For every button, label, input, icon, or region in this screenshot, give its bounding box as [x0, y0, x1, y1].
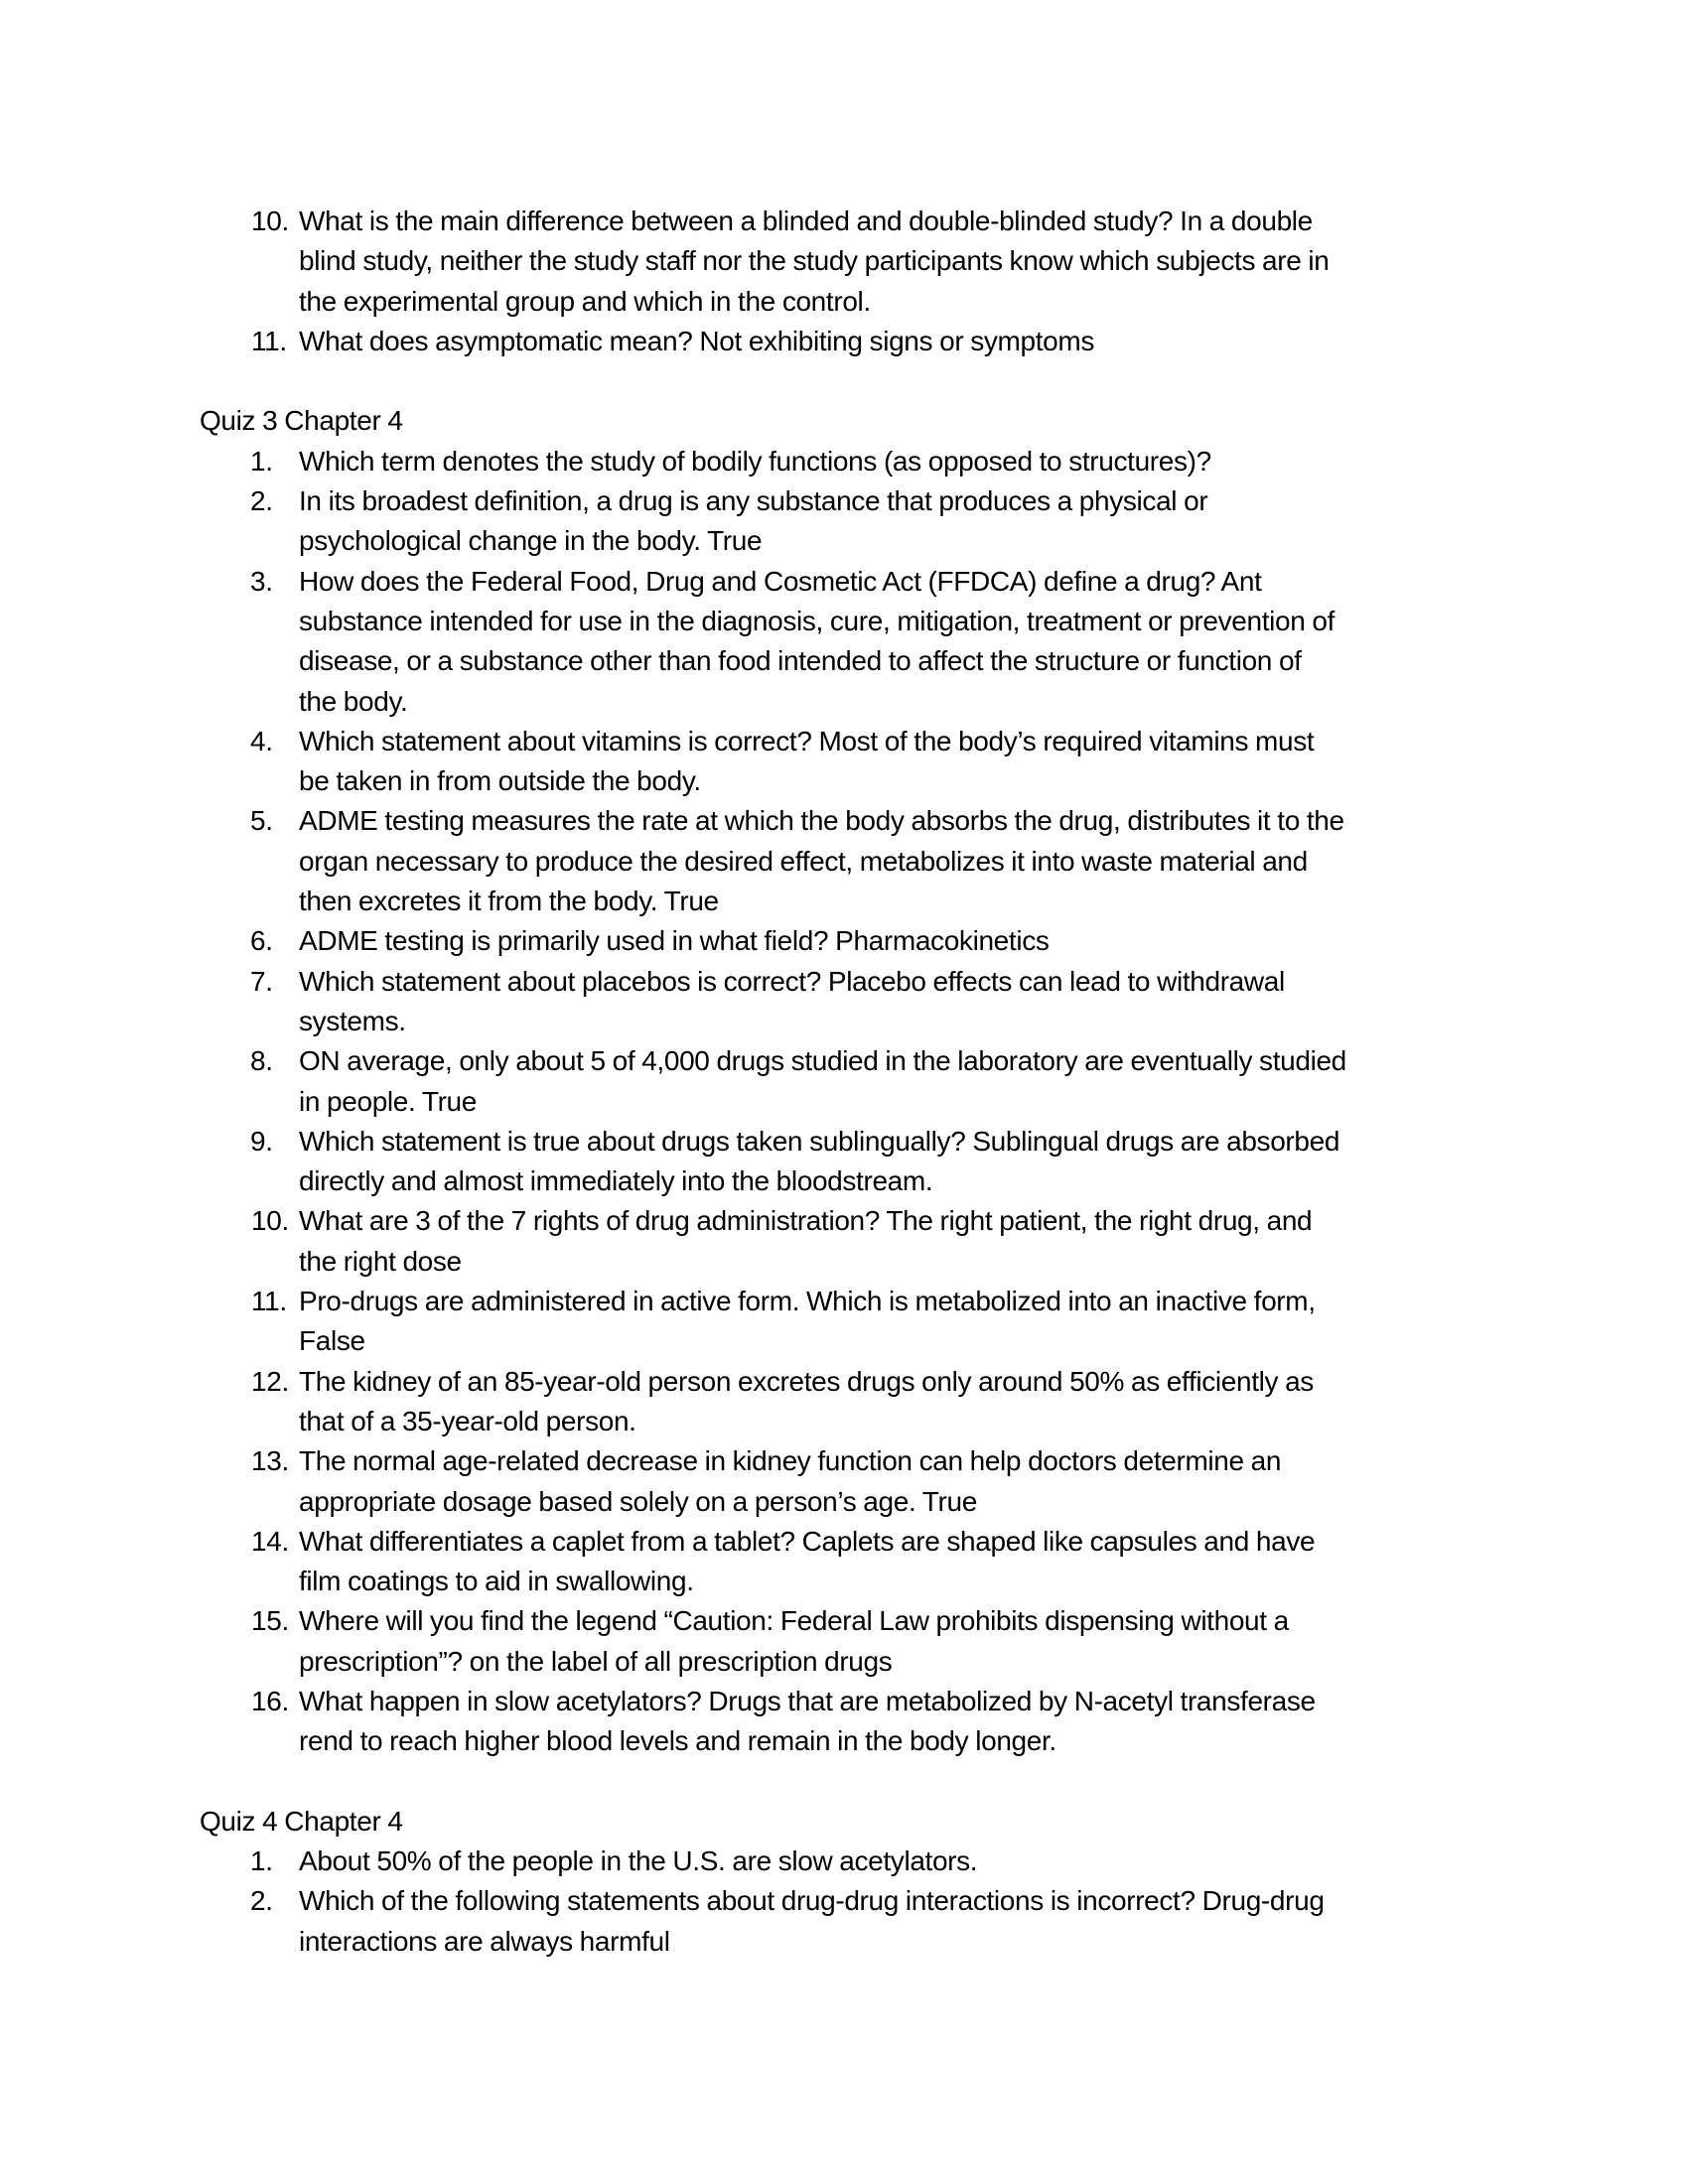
text-line: What are 3 of the 7 rights of drug administration? The right patient, the right drug, and	[299, 1205, 1313, 1237]
text-line: prescription”? on the label of all prescription drugs	[299, 1645, 893, 1677]
list-item	[200, 1362, 1510, 1442]
text-line: the experimental group and which in the control.	[299, 285, 871, 317]
list-item	[200, 1122, 1510, 1202]
item-number: 2.	[250, 485, 273, 517]
text-line: ADME testing is primarily used in what field? Pharmacokinetics	[299, 925, 1050, 957]
list-item	[200, 202, 1510, 322]
text-line: blind study, neither the study staff nor the study participants know which subjects are in	[299, 245, 1330, 277]
section-quiz-3	[200, 401, 1510, 1761]
list-item	[200, 1041, 1510, 1122]
list-item	[200, 962, 1510, 1042]
item-number: 3.	[250, 565, 273, 597]
item-number: 10.	[251, 205, 289, 236]
item-text	[200, 1441, 1510, 1522]
blank-line	[200, 1762, 1510, 1802]
text-line: appropriate dosage based solely on a person’s age. True	[299, 1485, 977, 1517]
text-line: False	[299, 1325, 365, 1357]
item-number: 16.	[251, 1685, 289, 1716]
list-item	[200, 1201, 1510, 1282]
list-item	[200, 1522, 1510, 1602]
text-line: ADME testing measures the rate at which the body absorbs the drug, distributes it to the	[299, 805, 1344, 837]
item-number: 2.	[250, 1885, 273, 1917]
item-text	[200, 322, 1510, 361]
list-item	[200, 1682, 1510, 1762]
text-line: rend to reach higher blood levels and remain in the body longer.	[299, 1725, 1056, 1757]
document-body	[200, 202, 1510, 1962]
item-number: 11.	[251, 1286, 287, 1317]
list-item	[200, 921, 1510, 961]
item-text	[200, 562, 1510, 722]
item-text	[200, 1041, 1510, 1122]
text-line: Where will you find the legend “Caution: Federal Law prohibits dispensing without a	[299, 1605, 1289, 1637]
text-line: Which statement is true about drugs taken sublingually? Sublingual drugs are absorbed	[299, 1125, 1340, 1157]
text-line: be taken in from outside the body.	[299, 765, 701, 797]
text-line: Which of the following statements about drug-drug interactions is incorrect? Drug-drug	[299, 1885, 1325, 1917]
item-number: 8.	[250, 1045, 273, 1077]
text-line: Which statement about placebos is correct? Placebo effects can lead to withdrawal	[299, 965, 1285, 997]
text-line: substance intended for use in the diagnosis, cure, mitigation, treatment or prevention of	[299, 605, 1336, 636]
section-quiz-4	[200, 1802, 1510, 1962]
item-text	[200, 722, 1510, 802]
text-line: In its broadest definition, a drug is any substance that produces a physical or	[299, 485, 1208, 517]
item-number: 4.	[250, 725, 273, 756]
list-item	[200, 481, 1510, 562]
list-item	[200, 1881, 1510, 1962]
text-line: disease, or a substance other than food intended to affect the structure or function of	[299, 645, 1302, 677]
text-line: directly and almost immediately into the bloodstream.	[299, 1165, 933, 1197]
text-line: Which term denotes the study of bodily functions (as opposed to structures)?	[299, 445, 1211, 477]
item-text	[200, 1601, 1510, 1682]
item-number: 6.	[250, 925, 273, 957]
item-text	[200, 962, 1510, 1042]
list-item	[200, 801, 1510, 921]
list-item	[200, 322, 1510, 361]
text-line: interactions are always harmful	[299, 1925, 670, 1957]
item-number: 1.	[250, 1845, 273, 1877]
text-line: What happen in slow acetylators? Drugs that are metabolized by N-acetyl transferase	[299, 1685, 1316, 1716]
list-item	[200, 1441, 1510, 1522]
item-text	[200, 202, 1510, 322]
text-line: film coatings to aid in swallowing.	[299, 1566, 694, 1597]
item-text	[200, 1201, 1510, 1282]
item-text	[200, 1881, 1510, 1962]
section-heading: Quiz 4 Chapter 4	[200, 1805, 403, 1837]
text-line: How does the Federal Food, Drug and Cosmetic Act (FFDCA) define a drug? Ant	[299, 565, 1262, 597]
item-number: 12.	[251, 1365, 289, 1397]
text-line: Pro-drugs are administered in active form. Which is metabolized into an inactive form,	[299, 1286, 1316, 1317]
list-item	[200, 1842, 1510, 1881]
item-text	[200, 481, 1510, 562]
item-text	[200, 1362, 1510, 1442]
list-item	[200, 722, 1510, 802]
text-line: then excretes it from the body. True	[299, 886, 719, 917]
item-text	[200, 1282, 1510, 1362]
text-line: that of a 35-year-old person.	[299, 1405, 636, 1436]
continued-question-list	[200, 202, 1510, 361]
text-line: in people. True	[299, 1085, 477, 1117]
item-text	[200, 1842, 1510, 1881]
list-item	[200, 1601, 1510, 1682]
item-text	[200, 921, 1510, 961]
text-line: What differentiates a caplet from a tablet? Caplets are shaped like capsules and have	[299, 1525, 1316, 1557]
item-number: 11.	[251, 325, 287, 356]
text-line: the body.	[299, 685, 408, 717]
item-number: 7.	[250, 965, 273, 997]
list-item	[200, 442, 1510, 481]
item-text	[200, 1122, 1510, 1202]
item-text	[200, 442, 1510, 481]
list-item	[200, 562, 1510, 722]
item-text	[200, 1682, 1510, 1762]
text-line: psychological change in the body. True	[299, 525, 763, 557]
text-line: About 50% of the people in the U.S. are slow acetylators.	[299, 1845, 978, 1877]
text-line: The kidney of an 85-year-old person excretes drugs only around 50% as efficiently as	[299, 1365, 1314, 1397]
text-line: systems.	[299, 1005, 406, 1036]
text-line: organ necessary to produce the desired effect, metabolizes it into waste material and	[299, 845, 1308, 877]
item-number: 10.	[251, 1205, 289, 1237]
text-line: What is the main difference between a blinded and double-blinded study? In a double	[299, 205, 1313, 236]
item-number: 9.	[250, 1125, 273, 1157]
list-item	[200, 1282, 1510, 1362]
item-number: 5.	[250, 805, 273, 837]
section-heading: Quiz 3 Chapter 4	[200, 405, 403, 437]
text-line: Which statement about vitamins is correct? Most of the body’s required vitamins must	[299, 725, 1315, 756]
item-number: 13.	[251, 1445, 289, 1477]
item-number: 1.	[250, 445, 273, 477]
blank-line	[200, 361, 1510, 401]
item-text	[200, 1522, 1510, 1602]
text-line: The normal age-related decrease in kidney function can help doctors determine an	[299, 1445, 1282, 1477]
item-number: 15.	[251, 1605, 289, 1637]
text-line: What does asymptomatic mean? Not exhibiting signs or symptoms	[299, 325, 1094, 356]
item-number: 14.	[251, 1525, 289, 1557]
text-line: the right dose	[299, 1245, 462, 1277]
item-text	[200, 801, 1510, 921]
text-line: ON average, only about 5 of 4,000 drugs studied in the laboratory are eventually studied	[299, 1045, 1346, 1077]
